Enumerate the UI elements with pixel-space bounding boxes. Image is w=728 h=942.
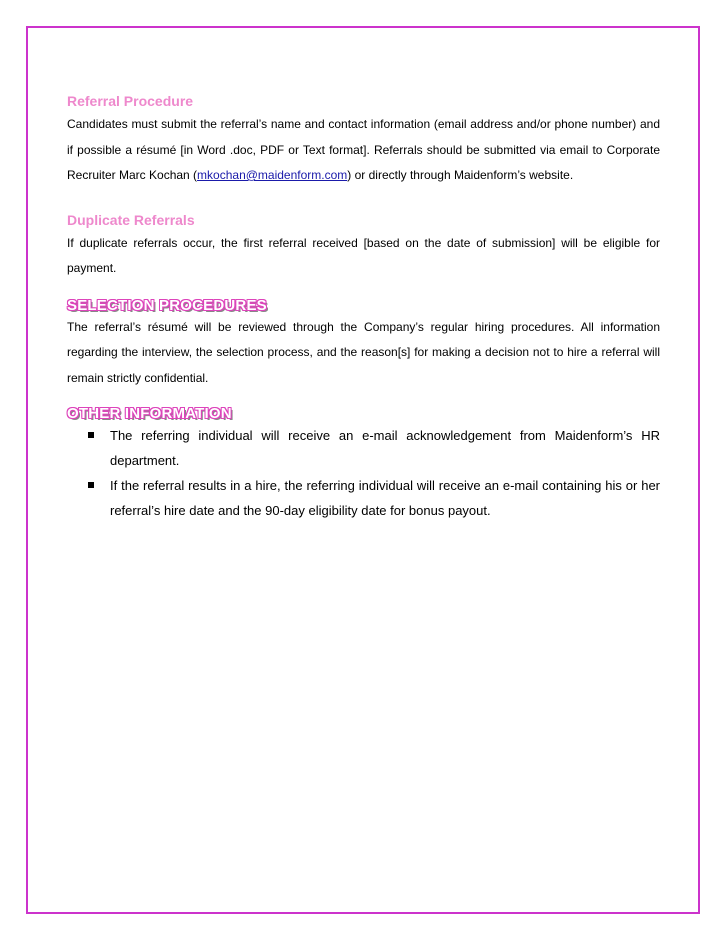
document-body (67, 92, 660, 523)
square-bullet-icon (88, 432, 94, 438)
duplicate-referrals-paragraph: If duplicate referrals occur, the first referral received [based on the date of submission] will be eligible for payment. (67, 235, 660, 275)
duplicate-referrals-heading: Duplicate Referrals (67, 211, 195, 228)
list-item (67, 423, 660, 473)
other-information-list (67, 423, 660, 523)
selection-procedures-paragraph: The referral’s résumé will be reviewed through the Company’s regular hiring procedures. All information regarding the interview, the selection process, and the reason[s] for making a decision not to hire a referral will remain strictly confidential. (67, 319, 660, 385)
list-item (67, 473, 660, 523)
referral-procedure-paragraph (67, 112, 660, 189)
referral-procedure-text: Candidates must submit the referral’s name and contact information (email address and/or phone number) and if possible a résumé [in Word .doc, PDF or Text format]. Referrals should be submitted via email to Corporate Recruiter Marc Kochan ( (67, 117, 660, 182)
referral-procedure-heading: Referral Procedure (67, 93, 194, 109)
recruiter-email-link[interactable]: mkochan@maidenform.com (197, 168, 348, 182)
referral-procedure-text-end: ) or directly through Maidenform’s website. (347, 168, 574, 182)
list-item-text: If the referral results in a hire, the referring individual will receive an e-mail containing his or her referral’s hire date and the 90-day eligibility date for bonus payout. (110, 478, 660, 518)
list-item-text: The referring individual will receive an e-mail acknowledgement from Maidenform’s HR department. (110, 428, 660, 468)
square-bullet-icon (88, 482, 94, 488)
other-information-heading: OTHER INFORMATION (67, 405, 232, 422)
selection-procedures-heading: SELECTION PROCEDURES (67, 296, 267, 314)
